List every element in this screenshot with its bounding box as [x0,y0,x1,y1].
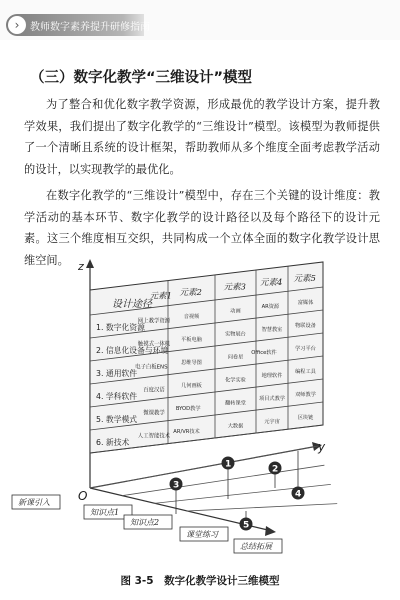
cell-1-4: AR资源 [261,304,280,311]
design-path-label-2: 2. 信息化设备与环境 [96,346,169,355]
page-header [0,0,400,40]
design-path-label-5: 5. 教学模式 [96,415,138,424]
stage-label-3: 知识点2 [130,518,160,527]
stage-label-2: 知识点1 [90,508,120,517]
cell-4-5: 编程工具 [295,369,316,376]
paragraph-1: 为了整合和优化数字教学资源，形成最优的教学设计方案，提升教学效果，我们提出了数字化教学的“三维设计”模型。该模型为教师提供了一个清晰且系统的设计框架，帮助教师从多个维度全面考虑教学活动的设计，以实现教学的最优化。 [24,98,380,176]
cell-1-3: 动画 [230,308,241,315]
cell-3-1: 电子白板ENS [135,364,168,371]
figure-caption: 图 3-5 数字化教学设计三维模型 [120,575,280,587]
chevron-right-icon: › [8,16,26,34]
stage-label-5: 总结拓展 [240,542,272,551]
marker-label-5: 5 [243,520,250,531]
cell-6-4: 元宇宙 [264,419,280,426]
z-axis-arrow [86,259,94,268]
cell-3-5: 学习平台 [295,346,316,353]
y-axis-label: y [318,440,326,454]
depth-line-4 [186,504,337,511]
cell-4-4: 地理软件 [261,373,283,380]
cell-5-3: 翻转课堂 [225,400,246,407]
cell-6-5: 区块链 [297,415,314,422]
marker-label-3: 3 [173,480,180,491]
marker-label-4: 4 [295,489,302,500]
stage-label-1: 新课引入 [18,498,50,507]
origin-label: O [78,489,88,503]
cell-6-3: 大数据 [227,423,244,430]
z-axis-label: z [78,260,84,273]
marker-label-1: 1 [225,459,232,470]
cell-1-2: 音视频 [183,313,200,320]
element-header-2: 元素2 [179,287,202,298]
model-diagram [0,256,400,576]
stage-label-4: 课堂练习 [186,530,218,539]
cell-5-2: BYOD教学 [175,405,201,412]
cell-4-2: 几何画板 [181,382,202,389]
paragraph-2: 在数字化教学的“三维设计”模型中，存在三个关键的设计维度：教学活动的基本环节、数字化教学的设计路径以及每个路径下的设计元素。这三个维度相互交织，共同构成一个立体全面的数字化教学设计思维空间。 [24,189,380,267]
cell-2-3: 实物展台 [225,331,246,338]
cell-2-4: 智慧教室 [261,327,283,334]
cell-2-1: 触摸式一体机 [137,341,171,348]
cell-1-1: 网上教学资源 [137,318,171,325]
cell-6-1: 人工智能技术 [137,433,171,440]
element-header-4: 元素4 [260,278,283,289]
section-title: （三）数字化教学“三维设计”模型 [30,70,253,86]
design-path-label-1: 1. 数字化资源 [96,323,145,332]
cell-2-2: 平板电脑 [181,336,202,343]
header-title: 教师数字素养提升研修指南 [30,22,150,33]
three-dimension-model-figure [0,256,400,576]
element-header-5: 元素5 [293,274,316,285]
cell-5-4: 项目式教学 [259,396,285,403]
cell-5-5: 双师教学 [295,392,316,399]
cell-2-5: 物联设备 [295,323,316,330]
cell-4-3: 化学实验 [225,377,246,384]
design-path-label-3: 3. 通用软件 [96,369,138,378]
element-header-1: 元素1 [149,291,172,302]
table-header-label: 设计途径 [112,299,152,310]
depth-line-1 [90,446,318,488]
marker-label-2: 2 [272,464,279,475]
design-path-label-6: 6. 新技术 [96,438,130,447]
cell-3-2: 思维导图 [181,359,202,366]
cell-4-1: 百度汉语 [143,387,165,394]
cell-6-2: AR/VR技术 [173,428,200,435]
cell-1-5: 富媒体 [297,300,314,307]
cell-3-4: Office软件 [251,350,277,357]
element-header-3: 元素3 [223,282,246,293]
cell-5-1: 微课教学 [143,410,165,417]
cell-3-3: 问卷星 [227,354,244,361]
design-path-label-4: 4. 学科软件 [96,392,138,401]
